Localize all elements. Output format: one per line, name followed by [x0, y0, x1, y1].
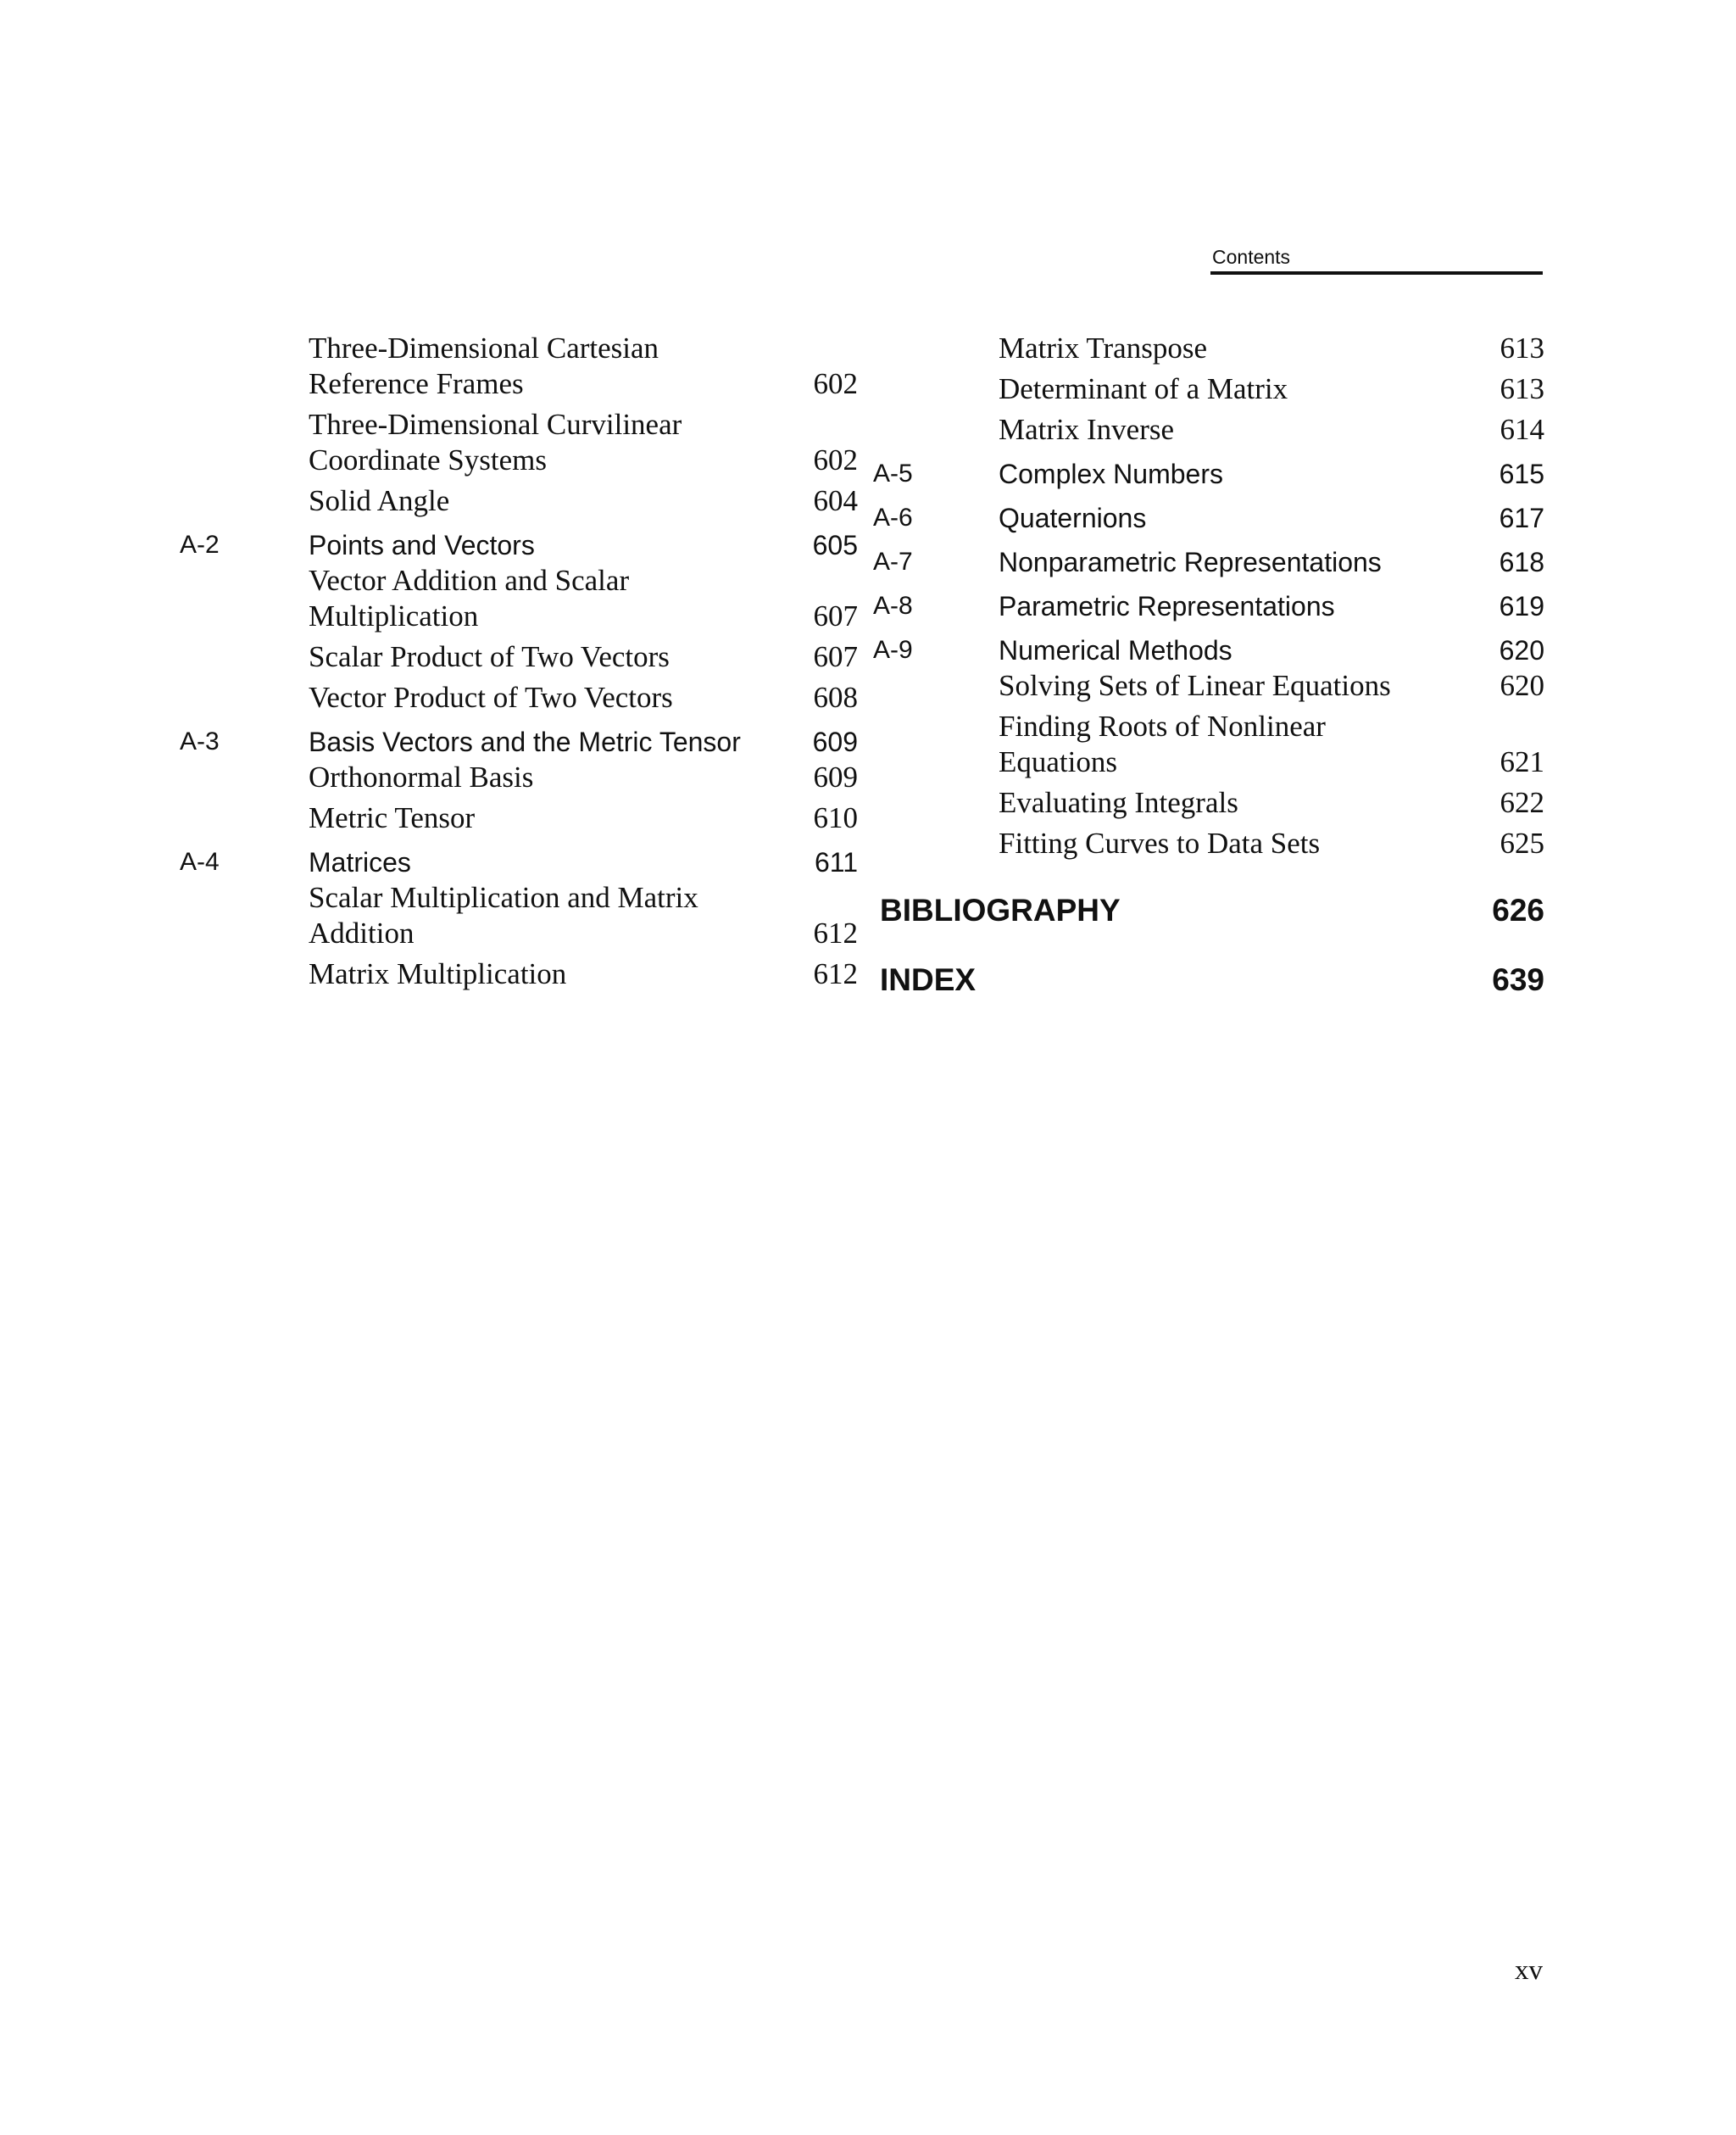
entry-title: Matrix Multiplication	[309, 957, 567, 990]
section-number: A-4	[180, 848, 220, 876]
page-number: 639	[1492, 962, 1544, 997]
toc-entry[interactable]	[873, 456, 1544, 492]
toc-entry[interactable]	[873, 668, 1544, 704]
page-number: 621	[1500, 745, 1544, 778]
page-number: 614	[1500, 413, 1544, 446]
toc-entry[interactable]	[180, 527, 858, 563]
toc-entry[interactable]	[180, 956, 858, 992]
bibliography-title: BIBLIOGRAPHY	[880, 893, 1121, 928]
section-number: A-7	[873, 548, 913, 576]
entry-title: Points and Vectors	[309, 530, 535, 560]
entry-title: Three-Dimensional Curvilinear Coordinate Systems	[309, 408, 682, 477]
folio-page-number: xv	[1515, 1955, 1543, 1986]
page-number: 620	[1500, 669, 1544, 702]
toc-entry[interactable]	[873, 826, 1544, 861]
index-title: INDEX	[880, 962, 976, 997]
toc-entry[interactable]	[180, 760, 858, 795]
toc-entry[interactable]	[873, 785, 1544, 821]
toc-entry[interactable]	[873, 331, 1544, 366]
page-number: 615	[1499, 459, 1544, 489]
entry-title: Orthonormal Basis	[309, 761, 534, 794]
page-number: 605	[812, 530, 858, 560]
toc-left-column	[180, 331, 858, 992]
entry-title: Vector Product of Two Vectors	[309, 681, 673, 714]
entry-title: Matrices	[309, 847, 411, 878]
toc-entry[interactable]	[180, 880, 858, 951]
toc-entry[interactable]	[873, 412, 1544, 448]
page-number: 612	[813, 917, 858, 950]
page-number: 608	[813, 681, 858, 714]
page-number: 607	[813, 640, 858, 673]
entry-title: Complex Numbers	[999, 459, 1223, 489]
entry-title: Finding Roots of Nonlinear Equations	[999, 710, 1326, 778]
entry-title: Matrix Inverse	[999, 413, 1175, 446]
running-head-label: Contents	[1212, 246, 1291, 268]
toc-entry[interactable]	[180, 563, 858, 634]
toc-entry[interactable]	[873, 500, 1544, 536]
page-number: 613	[1500, 372, 1544, 405]
page-number: 613	[1500, 332, 1544, 365]
page-number: 618	[1499, 547, 1544, 577]
entry-title: Metric Tensor	[309, 801, 476, 834]
page-number: 607	[813, 599, 858, 633]
entry-title: Parametric Representations	[999, 591, 1335, 622]
page-number: 620	[1499, 635, 1544, 666]
page-number: 617	[1499, 503, 1544, 533]
toc-entry[interactable]	[180, 800, 858, 836]
page-number: 609	[813, 761, 858, 794]
entry-title: Scalar Multiplication and Matrix Addition	[309, 881, 698, 950]
page-number: 625	[1500, 827, 1544, 860]
page-number: 609	[812, 727, 858, 757]
page-number: 622	[1500, 786, 1544, 819]
page-number: 612	[813, 957, 858, 990]
toc-entry[interactable]	[180, 845, 858, 880]
toc-entry-index[interactable]	[873, 953, 1544, 1001]
toc-entry[interactable]	[873, 633, 1544, 668]
toc-entry[interactable]	[180, 331, 858, 402]
entry-title: Solid Angle	[309, 484, 450, 517]
section-number: A-3	[180, 727, 220, 755]
section-number: A-9	[873, 636, 913, 664]
toc-entry[interactable]	[873, 588, 1544, 624]
running-head	[1210, 242, 1543, 275]
toc-entry[interactable]	[873, 544, 1544, 580]
section-number: A-8	[873, 592, 913, 620]
toc-entry[interactable]	[873, 709, 1544, 780]
entry-title: Determinant of a Matrix	[999, 372, 1288, 405]
section-number: A-2	[180, 531, 220, 559]
page-number: 610	[813, 801, 858, 834]
entry-title: Numerical Methods	[999, 635, 1232, 666]
entry-title: Evaluating Integrals	[999, 786, 1238, 819]
entry-title: Solving Sets of Linear Equations	[999, 669, 1391, 702]
toc-entry[interactable]	[180, 680, 858, 716]
page-number: 602	[813, 443, 858, 477]
entry-title: Vector Addition and Scalar Multiplication	[309, 564, 630, 633]
page-number: 604	[813, 484, 858, 517]
section-number: A-6	[873, 504, 913, 532]
toc-entry-bibliography[interactable]	[873, 884, 1544, 931]
toc-entry[interactable]	[180, 724, 858, 760]
section-number: A-5	[873, 460, 913, 488]
entry-title: Matrix Transpose	[999, 332, 1207, 365]
entry-title: Fitting Curves to Data Sets	[999, 827, 1321, 860]
toc-entry[interactable]	[873, 371, 1544, 407]
toc-entry[interactable]	[180, 639, 858, 675]
toc-entry[interactable]	[180, 407, 858, 478]
page-number: 626	[1492, 893, 1544, 928]
entry-title: Basis Vectors and the Metric Tensor	[309, 727, 741, 757]
page-number: 611	[814, 847, 858, 878]
entry-title: Quaternions	[999, 503, 1147, 533]
toc-entry[interactable]	[180, 483, 858, 519]
page-number: 602	[813, 367, 858, 400]
entry-title: Nonparametric Representations	[999, 547, 1382, 577]
toc-right-column	[873, 331, 1544, 1001]
entry-title: Three-Dimensional Cartesian Reference Frames	[309, 332, 659, 400]
page-number: 619	[1499, 591, 1544, 622]
entry-title: Scalar Product of Two Vectors	[309, 640, 670, 673]
